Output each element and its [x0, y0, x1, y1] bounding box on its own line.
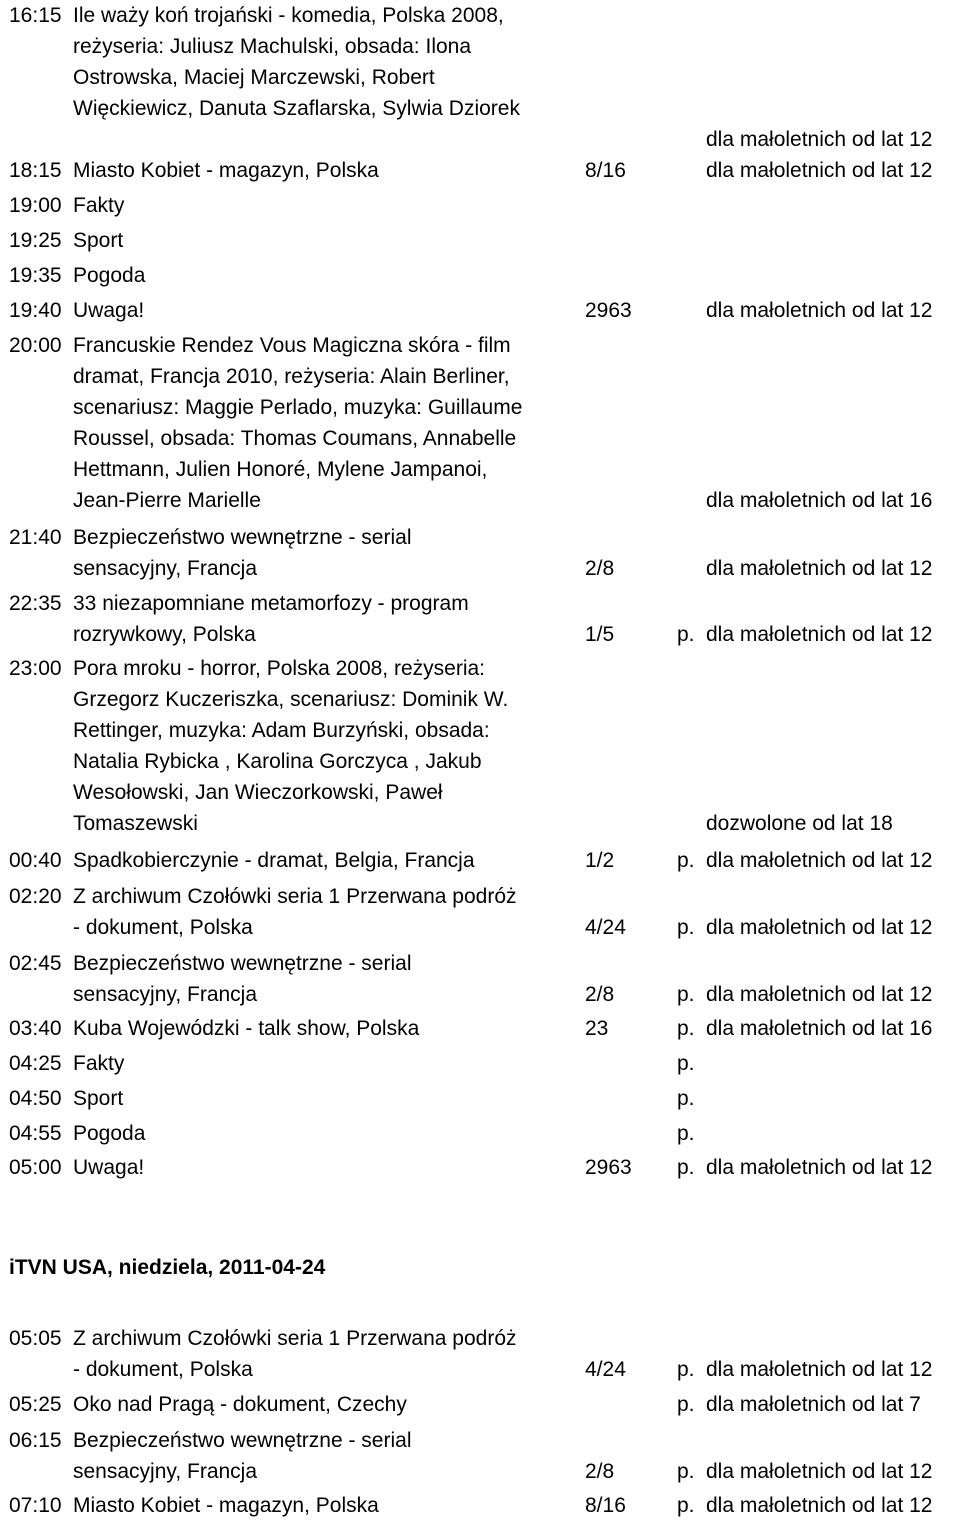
entry-time: 19:35: [9, 264, 62, 287]
entry-age-rating: dla małoletnich od lat 12: [706, 1494, 933, 1517]
entry-time: 04:25: [9, 1052, 62, 1075]
entry-title: sensacyjny, Francja: [73, 557, 258, 580]
entry-time: 00:40: [9, 849, 62, 872]
schedule-entry: [0, 1490, 960, 1521]
entry-episode: 23: [585, 1017, 609, 1040]
schedule-entry: [0, 1425, 960, 1487]
entry-title: Miasto Kobiet - magazyn, Polska: [73, 1494, 379, 1517]
entry-title: Pogoda: [73, 264, 146, 287]
entry-time: 20:00: [9, 334, 62, 357]
entry-line: [0, 225, 960, 256]
entry-line: [0, 979, 960, 1010]
entry-title: Miasto Kobiet - magazyn, Polska: [73, 159, 379, 182]
entry-line: [0, 1354, 960, 1385]
entry-title: Fakty: [73, 194, 125, 217]
entry-line: [0, 392, 960, 423]
entry-time: 04:50: [9, 1087, 62, 1110]
entry-line: [0, 808, 960, 839]
entry-line: [0, 1083, 960, 1114]
entry-page-marker: p.: [677, 1087, 695, 1110]
entry-page-marker: p.: [677, 1052, 695, 1075]
entry-title: Z archiwum Czołówki seria 1 Przerwana podróż: [73, 885, 517, 908]
schedule-entry: [0, 1118, 960, 1149]
entry-line: [0, 777, 960, 808]
entry-time: 05:25: [9, 1393, 62, 1416]
entry-time: 03:40: [9, 1017, 62, 1040]
entry-episode: 1/5: [585, 623, 615, 646]
entry-line: [0, 845, 960, 876]
entry-time: 07:10: [9, 1494, 62, 1517]
schedule-entry: [0, 881, 960, 943]
entry-line: [0, 653, 960, 684]
entry-episode: 4/24: [585, 916, 626, 939]
entry-age-rating: dozwolone od lat 18: [706, 812, 893, 835]
entry-time: 02:45: [9, 952, 62, 975]
entry-line: [0, 31, 960, 62]
entry-line: [0, 485, 960, 516]
entry-age-rating: dla małoletnich od lat 16: [706, 489, 933, 512]
section-heading: iTVN USA, niedziela, 2011-04-24: [9, 1256, 326, 1279]
entry-title: Sport: [73, 229, 124, 252]
entry-line: [0, 0, 960, 31]
entry-line: [0, 423, 960, 454]
entry-episode: 2/8: [585, 1460, 615, 1483]
schedule-entry: [0, 522, 960, 584]
entry-line: [0, 361, 960, 392]
entry-title: Rettinger, muzyka: Adam Burzyński, obsada:: [73, 719, 490, 742]
schedule-entry: [0, 845, 960, 876]
schedule-entry: [0, 653, 960, 839]
entry-age-rating: dla małoletnich od lat 12: [706, 159, 933, 182]
schedule-entry: [0, 588, 960, 650]
entry-title: sensacyjny, Francja: [73, 1460, 258, 1483]
entry-time: 04:55: [9, 1122, 62, 1145]
schedule-entry: [0, 295, 960, 326]
entry-title: Z archiwum Czołówki seria 1 Przerwana podróż: [73, 1327, 517, 1350]
entry-title: Tomaszewski: [73, 812, 198, 835]
entry-line: [0, 330, 960, 361]
entry-line: [0, 948, 960, 979]
entry-episode: 8/16: [585, 159, 626, 182]
entry-age-rating: dla małoletnich od lat 12: [706, 557, 933, 580]
entry-line: [0, 260, 960, 291]
entry-time: 19:40: [9, 299, 62, 322]
entry-time: 18:15: [9, 159, 62, 182]
entry-time: 05:00: [9, 1156, 62, 1179]
entry-title: Uwaga!: [73, 1156, 145, 1179]
entry-page-marker: p.: [677, 1156, 695, 1179]
entry-time: 16:15: [9, 4, 62, 27]
entry-page-marker: p.: [677, 1358, 695, 1381]
entry-title: sensacyjny, Francja: [73, 983, 258, 1006]
entry-line: [0, 62, 960, 93]
schedule-entry: [0, 1389, 960, 1420]
entry-title: - dokument, Polska: [73, 916, 253, 939]
entry-episode: 2/8: [585, 983, 615, 1006]
schedule-entry: [0, 1083, 960, 1114]
entry-line: [0, 1425, 960, 1456]
entry-age-rating: dla małoletnich od lat 12: [706, 128, 933, 151]
entry-title: 33 niezapomniane metamorfozy - program: [73, 592, 469, 615]
entry-episode: 2963: [585, 299, 632, 322]
entry-line: [0, 454, 960, 485]
schedule-entry: [0, 1323, 960, 1385]
entry-line: [0, 522, 960, 553]
schedule-entry: [0, 260, 960, 291]
entry-episode: 1/2: [585, 849, 615, 872]
entry-title: Natalia Rybicka , Karolina Gorczyca , Jakub: [73, 750, 482, 773]
entry-age-rating: dla małoletnich od lat 16: [706, 1017, 933, 1040]
entry-title: Kuba Wojewódzki - talk show, Polska: [73, 1017, 420, 1040]
entry-time: 06:15: [9, 1429, 62, 1452]
entry-line: [0, 912, 960, 943]
entry-title: Pora mroku - horror, Polska 2008, reżyseria:: [73, 657, 486, 680]
entry-title: Uwaga!: [73, 299, 145, 322]
entry-age-rating: dla małoletnich od lat 12: [706, 1460, 933, 1483]
entry-title: Bezpieczeństwo wewnętrzne - serial: [73, 952, 412, 975]
entry-page-marker: p.: [677, 1494, 695, 1517]
schedule-entry: [0, 155, 960, 186]
schedule-entry: [0, 948, 960, 1010]
entry-page-marker: p.: [677, 983, 695, 1006]
entry-title: reżyseria: Juliusz Machulski, obsada: Ilona: [73, 35, 472, 58]
entry-time: 23:00: [9, 657, 62, 680]
entry-title: Oko nad Pragą - dokument, Czechy: [73, 1393, 407, 1416]
entry-line: [0, 190, 960, 221]
entry-line: [0, 124, 960, 155]
entry-title: Ile waży koń trojański - komedia, Polska 2008,: [73, 4, 504, 27]
entry-time: 19:00: [9, 194, 62, 217]
entry-line: [0, 155, 960, 186]
entry-age-rating: dla małoletnich od lat 12: [706, 983, 933, 1006]
entry-page-marker: p.: [677, 1017, 695, 1040]
entry-line: [0, 553, 960, 584]
entry-episode: 2963: [585, 1156, 632, 1179]
entry-line: [0, 295, 960, 326]
entry-line: [0, 1456, 960, 1487]
entry-title: dramat, Francja 2010, reżyseria: Alain Berliner,: [73, 365, 510, 388]
entry-line: [0, 1490, 960, 1521]
entry-page-marker: p.: [677, 916, 695, 939]
entry-line: [0, 1323, 960, 1354]
entry-title: scenariusz: Maggie Perlado, muzyka: Guillaume: [73, 396, 523, 419]
schedule-entry: [0, 330, 960, 516]
entry-line: [0, 619, 960, 650]
entry-line: [0, 1048, 960, 1079]
entry-line: [0, 93, 960, 124]
entry-episode: 8/16: [585, 1494, 626, 1517]
entry-title: Francuskie Rendez Vous Magiczna skóra - film: [73, 334, 511, 357]
entry-line: [0, 1013, 960, 1044]
entry-title: Sport: [73, 1087, 124, 1110]
entry-time: 21:40: [9, 526, 62, 549]
entry-page-marker: p.: [677, 1393, 695, 1416]
entry-title: rozrywkowy, Polska: [73, 623, 256, 646]
entry-line: [0, 1152, 960, 1183]
entry-title: Bezpieczeństwo wewnętrzne - serial: [73, 1429, 412, 1452]
entry-title: Wesołowski, Jan Wieczorkowski, Paweł: [73, 781, 443, 804]
entry-time: 05:05: [9, 1327, 62, 1350]
entry-title: Jean-Pierre Marielle: [73, 489, 261, 512]
entry-age-rating: dla małoletnich od lat 7: [706, 1393, 921, 1416]
entry-title: Więckiewicz, Danuta Szaflarska, Sylwia Dziorek: [73, 97, 520, 120]
entry-line: [0, 715, 960, 746]
entry-line: [0, 1389, 960, 1420]
entry-title: - dokument, Polska: [73, 1358, 253, 1381]
entry-page-marker: p.: [677, 623, 695, 646]
entry-title: Roussel, obsada: Thomas Coumans, Annabelle: [73, 427, 517, 450]
entry-age-rating: dla małoletnich od lat 12: [706, 623, 933, 646]
entry-line: [0, 881, 960, 912]
entry-line: [0, 1118, 960, 1149]
entry-title: Hettmann, Julien Honoré, Mylene Jampanoi,: [73, 458, 488, 481]
schedule-entry: [0, 190, 960, 221]
entry-line: [0, 588, 960, 619]
entry-episode: 4/24: [585, 1358, 626, 1381]
entry-age-rating: dla małoletnich od lat 12: [706, 1358, 933, 1381]
entry-age-rating: dla małoletnich od lat 12: [706, 1156, 933, 1179]
schedule-entry: [0, 1048, 960, 1079]
entry-page-marker: p.: [677, 849, 695, 872]
schedule-entry: [0, 1013, 960, 1044]
schedule-entry: [0, 1152, 960, 1183]
entry-line: [0, 684, 960, 715]
entry-title: Spadkobierczynie - dramat, Belgia, Francja: [73, 849, 475, 872]
entry-episode: 2/8: [585, 557, 615, 580]
entry-age-rating: dla małoletnich od lat 12: [706, 916, 933, 939]
entry-page-marker: p.: [677, 1460, 695, 1483]
entry-time: 19:25: [9, 229, 62, 252]
schedule-entry: [0, 0, 960, 155]
entry-line: [0, 746, 960, 777]
entry-title: Ostrowska, Maciej Marczewski, Robert: [73, 66, 435, 89]
entry-age-rating: dla małoletnich od lat 12: [706, 849, 933, 872]
entry-title: Bezpieczeństwo wewnętrzne - serial: [73, 526, 412, 549]
entry-age-rating: dla małoletnich od lat 12: [706, 299, 933, 322]
entry-time: 22:35: [9, 592, 62, 615]
entry-title: Pogoda: [73, 1122, 146, 1145]
entry-title: Grzegorz Kuczeriszka, scenariusz: Dominik W.: [73, 688, 509, 711]
entry-title: Fakty: [73, 1052, 125, 1075]
entry-time: 02:20: [9, 885, 62, 908]
schedule-entry: [0, 225, 960, 256]
entry-page-marker: p.: [677, 1122, 695, 1145]
